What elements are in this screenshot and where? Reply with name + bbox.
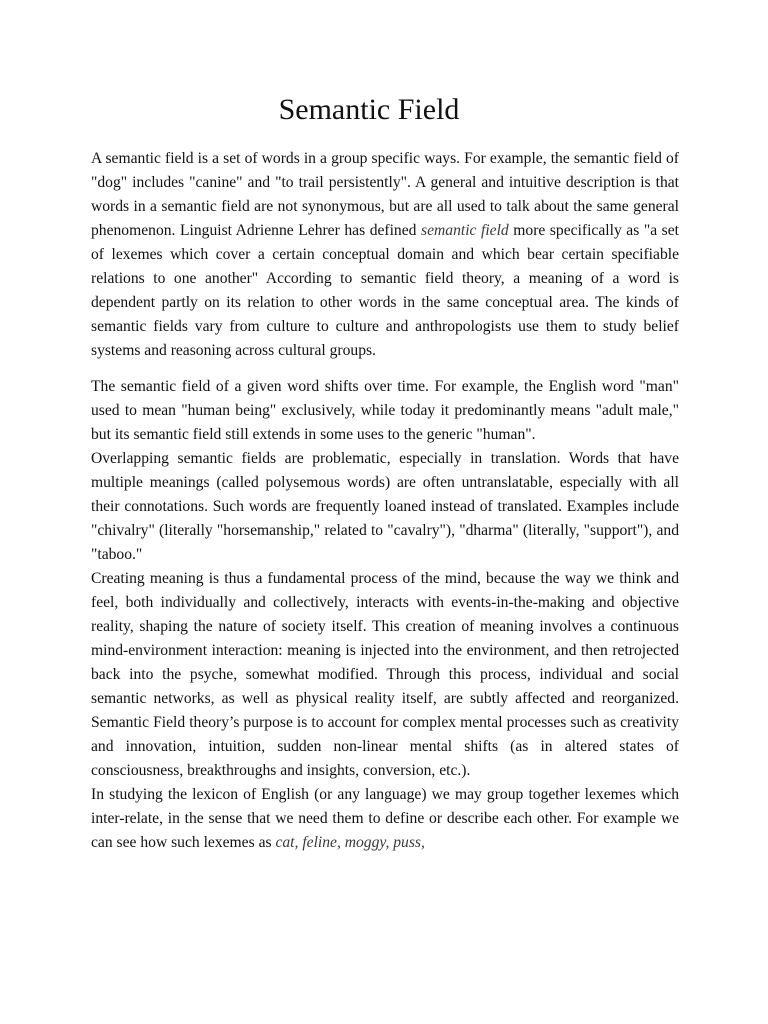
- paragraph-4: Creating meaning is thus a fundamental process of the mind, because the way we think and feel, both individually and collectively, interacts with events-in-the-making and objective reality, shaping the nature of society itself. This creation of meaning involves a continuous mind-environment interaction: meaning is injected into the environment, and then retrojected back into the psyche, somewhat modified. Through this process, individual and social semantic networks, as well as physical reality itself, are subtly affected and reorganized. Semantic Field theory’s purpose is to account for complex mental processes such as creativity and innovation, intuition, sudden non-linear mental shifts (as in altered states of consciousness, breakthroughs and insights, conversion, etc.).: [91, 570, 679, 779]
- paragraph-1: [91, 147, 679, 363]
- paragraph-5-text-a: In studying the lexicon of English (or any language) we may group together lexemes which inter-relate, in the sense that we need them to define or describe each other. For example we can see how such lexemes as: [91, 786, 679, 851]
- paragraph-1-text-a: A semantic field is a set of words in a group specific ways. For example, the semantic field of "dog" includes "canine" and "to trail persistently". A general and intuitive description is that words in a semantic field are not synonymous, but are all used to talk about the same general phenomenon. Linguist Adrienne Lehrer has defined: [91, 150, 679, 239]
- paragraph-1-text-b: more specifically as "a set of lexemes which cover a certain conceptual domain and which bear certain specifiable relations to one another" According to semantic field theory, a meaning of a word is dependent partly on its relation to other words in the same conceptual area. The kinds of semantic fields vary from culture to culture and anthropologists use them to study belief systems and reasoning across cultural groups.: [91, 222, 679, 359]
- paragraph-5-emphasis: cat, feline, moggy, puss,: [275, 834, 425, 851]
- page-title: Semantic Field: [278, 93, 460, 126]
- paragraph-1-emphasis: semantic field: [421, 222, 509, 239]
- paragraph-3: Overlapping semantic fields are problematic, especially in translation. Words that have multiple meanings (called polysemous words) are often untranslatable, especially with all their connotations. Such words are frequently loaned instead of translated. Examples include "chivalry" (literally "horsemanship," related to "cavalry"), "dharma" (literally, "support"), and "taboo.": [91, 450, 679, 563]
- document-body: [91, 147, 679, 855]
- paragraph-5: [91, 783, 679, 855]
- paragraph-2: The semantic field of a given word shifts over time. For example, the English word "man" used to mean "human being" exclusively, while today it predominantly means "adult male," but its semantic field still extends in some uses to the generic "human".: [91, 378, 679, 443]
